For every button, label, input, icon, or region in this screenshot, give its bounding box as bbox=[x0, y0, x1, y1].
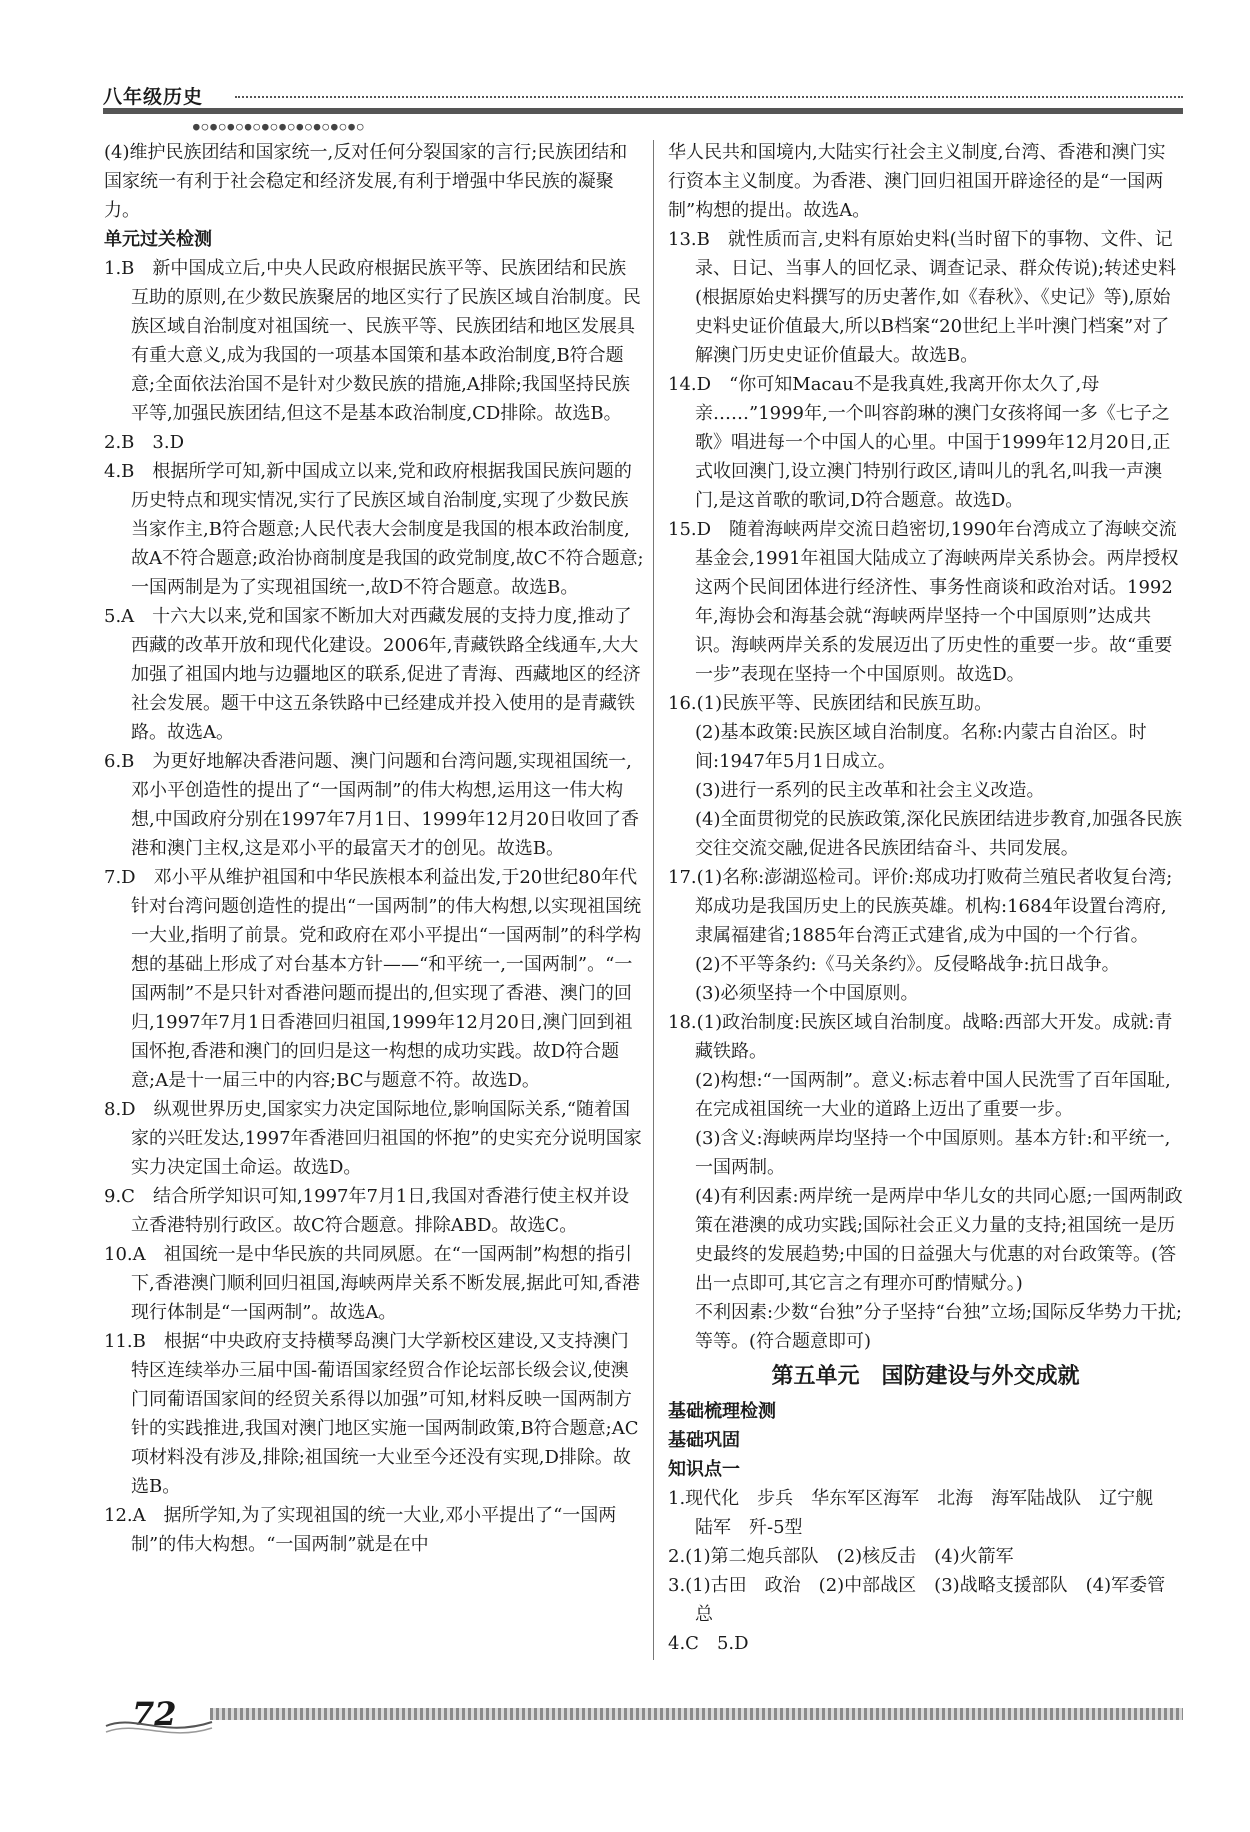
answer-item: 4.C 5.D bbox=[668, 1633, 749, 1654]
answer-item: 2.B 3.D bbox=[104, 432, 185, 453]
header-dotted-rule bbox=[235, 96, 1183, 98]
answer-item: 9.C 结合所学知识可知,1997年7月1日,我国对香港行使主权并设立香港特别行政区。故C符合题意。排除ABD。故选C。 bbox=[104, 1186, 630, 1236]
footer-band bbox=[210, 1708, 1183, 1720]
answer-paragraph: (4)维护民族团结和国家统一,反对任何分裂国家的言行;民族团结和国家统一有利于社会稳定和经济发展,有利于增强中华民族的凝聚力。 bbox=[104, 142, 628, 221]
subject-title: 八年级历史 bbox=[103, 86, 204, 108]
answer-item: 11.B 根据“中央政府支持横琴岛澳门大学新校区建设,又支持澳门特区连续举办三届中国-葡语国家经贸合作论坛部长级会议,使澳门同葡语国家间的经贸关系得以加强”可知,材料反映一国两制方针的实践推进,我国对澳门地区实施一国两制政策,B符合题意;AC项材料没有涉及,排除;祖国统一大业至今还没有实现,D排除。故选B。 bbox=[104, 1331, 639, 1497]
answer-item: 1.B 新中国成立后,中央人民政府根据民族平等、民族团结和民族互助的原则,在少数民族聚居的地区实行了民族区域自治制度。民族区域自治制度对祖国统一、民族平等、民族团结和地区发展具有重大意义,成为我国的一项基本国策和基本政治制度,B符合题意;全面依法治国不是针对少数民族的措施,A排除;我国坚持民族平等,加强民族团结,但这不是基本政治制度,CD排除。故选B。 bbox=[104, 258, 641, 424]
knowledge-point-label: 知识点一 bbox=[668, 1459, 740, 1480]
header-bar bbox=[103, 108, 1183, 114]
answer-item: 1.现代化 步兵 华东军区海军 北海 海军陆战队 辽宁舰 陆军 歼-5型 bbox=[668, 1488, 1172, 1538]
section-heading: 基础梳理检测 bbox=[668, 1401, 776, 1422]
answer-item: 13.B 就性质而言,史料有原始史料(当时留下的事物、文件、记录、日记、当事人的回忆录、调查记录、群众传说);转述史料(根据原始史料撰写的历史著作,如《春秋》、《史记》等),原始史料史证价值最大,所以B档案“20世纪上半叶澳门档案”对了解澳门历史史证价值最大。故选B。 bbox=[668, 229, 1177, 366]
answer-item: 3.(1)古田 政治 (2)中部战区 (3)战略支援部队 (4)军委管总 bbox=[668, 1575, 1166, 1625]
answer-item: 14.D “你可知Macau不是我真姓,我离开你太久了,母亲……”1999年,一个叫容韵琳的澳门女孩将闻一多《七子之歌》唱进每一个中国人的心里。中国于1999年12月20日,正式收回澳门,设立澳门特别行政区,请叫儿的乳名,叫我一声澳门,是这首歌的歌词,D符合题意。故选D。 bbox=[668, 374, 1171, 511]
subsection-heading: 基础巩固 bbox=[668, 1430, 740, 1451]
answer-item: 10.A 祖国统一是中华民族的共同夙愿。在“一国两制”构想的指引下,香港澳门顺利回归祖国,海峡两岸关系不断发展,据此可知,香港现行体制是“一国两制”。故选A。 bbox=[104, 1244, 640, 1323]
answer-item: 15.D 随着海峡两岸交流日趋密切,1990年台湾成立了海峡交流基金会,1991年祖国大陆成立了海峡两岸关系协会。两岸授权这两个民间团体进行经济性、事务性商谈和政治对话。1992年,海协会和海基会就“海峡两岸坚持一个中国原则”达成共识。海峡两岸关系的发展迈出了历史性的重要一步。故“重要一步”表现在坚持一个中国原则。故选D。 bbox=[668, 519, 1179, 685]
answer-item: 2.(1)第二炮兵部队 (2)核反击 (4)火箭军 bbox=[668, 1546, 1014, 1567]
answer-item: 4.B 根据所学可知,新中国成立以来,党和政府根据我国民族问题的历史特点和现实情况,实行了民族区域自治制度,实现了少数民族当家作主,B符合题意;人民代表大会制度是我国的根本政治制度,故A不符合题意;政治协商制度是我国的政党制度,故C不符合题意;一国两制是为了实现祖国统一,故D不符合题意。故选B。 bbox=[104, 461, 644, 598]
unit-title: 第五单元 国防建设与外交成就 bbox=[771, 1364, 1080, 1389]
footer-swoosh-ornament bbox=[104, 1712, 214, 1736]
answer-continuation: 华人民共和国境内,大陆实行社会主义制度,台湾、香港和澳门实行资本主义制度。为香港、澳门回归祖国开辟途径的是“一国两制”构想的提出。故选A。 bbox=[668, 142, 1166, 221]
answer-item: 5.A 十六大以来,党和国家不断加大对西藏发展的支持力度,推动了西藏的改革开放和现代化建设。2006年,青藏铁路全线通车,大大加强了祖国内地与边疆地区的联系,促进了青海、西藏地区的经济社会发展。题干中这五条铁路中已经建成并投入使用的是青藏铁路。故选A。 bbox=[104, 606, 641, 743]
column-divider bbox=[653, 140, 654, 1660]
left-column bbox=[104, 138, 644, 1559]
answer-item: 12.A 据所学知,为了实现祖国的统一大业,邓小平提出了“一国两制”的伟大构想。“一国两制”就是在中 bbox=[104, 1505, 617, 1555]
header-bead-ornament: ●○●○●○●○●○●○●○●○●○●○ bbox=[193, 120, 366, 133]
answer-item: 18.(1)政治制度:民族区域自治制度。战略:西部大开发。成就:青藏铁路。 (2)构想:“一国两制”。意义:标志着中国人民洗雪了百年国耻,在完成祖国统一大业的道路上迈出了重要一步。 (3)含义:海峡两岸均坚持一个中国原则。基本方针:和平统一,一国两制。 (4)有利因素:两岸统一是两岸中华儿女的共同心愿;一国两制政策在港澳的成功实践;国际社会正义力量的支持;祖国统一是历史最终的发展趋势;中国的日益强大与优惠的对台政策等。(答出一点即可,其它言之有理亦可酌情赋分。) 不利因素:少数“台独”分子坚持“台独”立场;国际反华势力干扰;等等。(符合题意即可) bbox=[668, 1012, 1183, 1352]
answer-item: 7.D 邓小平从维护祖国和中华民族根本利益出发,于20世纪80年代针对台湾问题创造性的提出“一国两制”的伟大构想,以实现祖国统一大业,指明了前景。党和政府在邓小平提出“一国两制”的科学构想的基础上形成了对台基本方针——“和平统一,一国两制”。“一国两制”不是只针对香港问题而提出的,但实现了香港、澳门的回归,1997年7月1日香港回归祖国,1999年12月20日,澳门回到祖国怀抱,香港和澳门的回归是这一构想的成功实践。故D符合题意;A是十一届三中的内容;BC与题意不符。故选D。 bbox=[104, 867, 642, 1091]
page-number: 72 bbox=[132, 1695, 177, 1733]
answer-item: 8.D 纵观世界历史,国家实力决定国际地位,影响国际关系,“随着国家的兴旺发达,1997年香港回归祖国的怀抱”的史实充分说明国家实力决定国土命运。故选D。 bbox=[104, 1099, 642, 1178]
section-heading: 单元过关检测 bbox=[104, 229, 212, 250]
page-header bbox=[103, 78, 1183, 133]
answer-item: 6.B 为更好地解决香港问题、澳门问题和台湾问题,实现祖国统一,邓小平创造性的提出了“一国两制”的伟大构想,运用这一伟大构想,中国政府分别在1997年7月1日、1999年12月20日收回了香港和澳门主权,这是邓小平的最富天才的创见。故选B。 bbox=[104, 751, 640, 859]
answer-item: 16.(1)民族平等、民族团结和民族互助。 (2)基本政策:民族区域自治制度。名称:内蒙古自治区。时间:1947年5月1日成立。 (3)进行一系列的民主改革和社会主义改造。 (4)全面贯彻党的民族政策,深化民族团结进步教育,加强各民族交往交流交融,促进各民族团结奋斗、共同发展。 bbox=[668, 693, 1182, 859]
answer-item: 17.(1)名称:澎湖巡检司。评价:郑成功打败荷兰殖民者收复台湾;郑成功是我国历史上的民族英雄。机构:1684年设置台湾府,隶属福建省;1885年台湾正式建省,成为中国的一个行省。 (2)不平等条约:《马关条约》。反侵略战争:抗日战争。 (3)必须坚持一个中国原则。 bbox=[668, 867, 1173, 1004]
right-column bbox=[668, 138, 1183, 1658]
